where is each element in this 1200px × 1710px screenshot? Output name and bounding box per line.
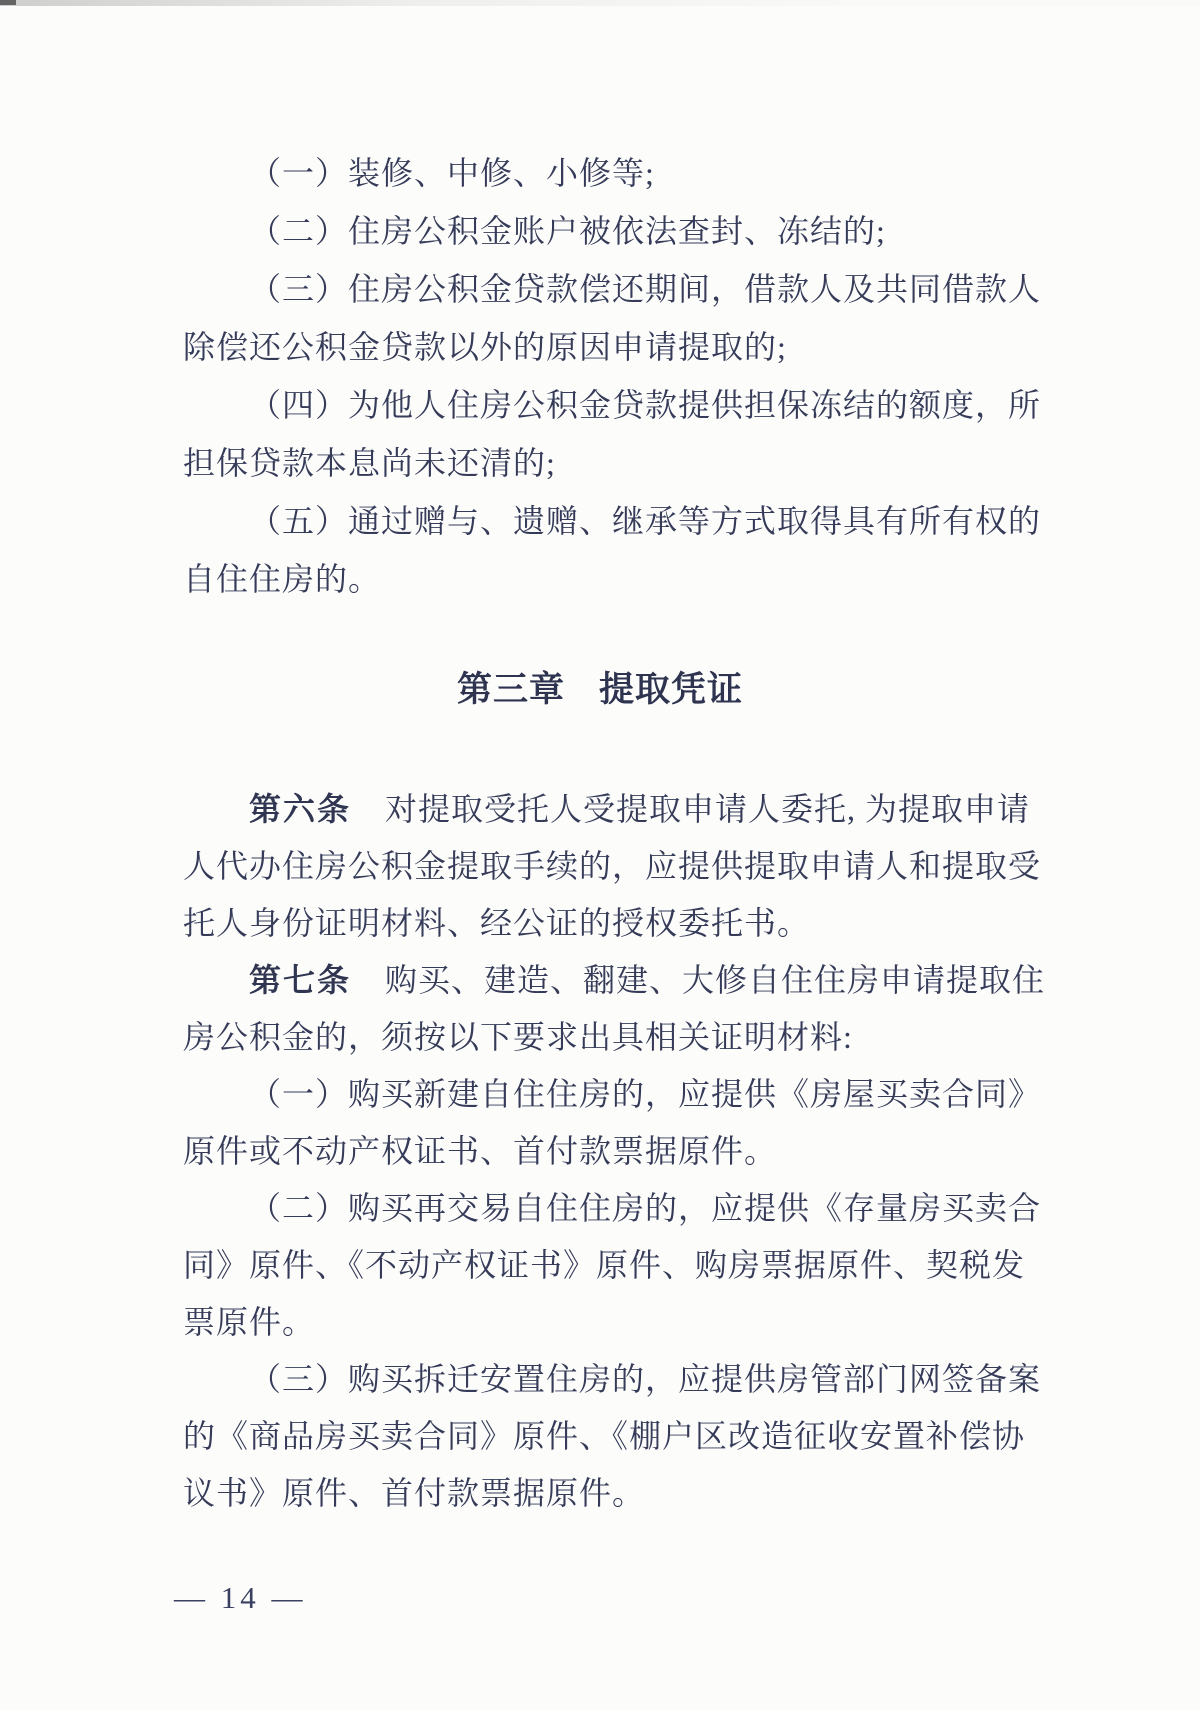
chapter-number: 第三章 — [456, 670, 565, 709]
article-line: 的《商品房买卖合同》原件、《棚户区改造征收安置补偿协 — [183, 1418, 1026, 1454]
scan-artifact-corner — [0, 0, 16, 5]
article-line: 同》原件、《不动产权证书》原件、购房票据原件、契税发 — [183, 1247, 1026, 1283]
clause-line: （五）通过赠与、遗赠、继承等方式取得具有所有权的 — [249, 503, 1042, 539]
article-label: 第六条 — [249, 791, 352, 827]
article-line: 议书》原件、首付款票据原件。 — [183, 1475, 646, 1511]
clause-list-block — [183, 144, 1063, 608]
page-number: — 14 — — [174, 1580, 307, 1615]
scan-artifact-top-edge — [0, 0, 1200, 6]
clause-line: 担保贷款本息尚未还清的; — [183, 445, 556, 481]
clause-line: 除偿还公积金贷款以外的原因申请提取的; — [183, 329, 787, 365]
articles-block — [183, 781, 1063, 1522]
article-label: 第七条 — [249, 962, 352, 998]
article-line: （三）购买拆迁安置住房的，应提供房管部门网签备案 — [249, 1361, 1042, 1397]
article-line: 票原件。 — [183, 1304, 316, 1340]
article-line: （二）购买再交易自住住房的，应提供《存量房买卖合 — [249, 1190, 1042, 1226]
clause-line: （一）装修、中修、小修等; — [249, 155, 655, 191]
clause-line: （四）为他人住房公积金贷款提供担保冻结的额度，所 — [249, 387, 1042, 423]
article-line: 托人身份证明材料、经公证的授权委托书。 — [183, 905, 811, 941]
clause-line: （三）住房公积金贷款偿还期间，借款人及共同借款人 — [249, 271, 1042, 307]
article-line — [183, 781, 1063, 838]
chapter-heading — [0, 662, 1200, 712]
article-line: 人代办住房公积金提取手续的，应提供提取申请人和提取受 — [183, 848, 1042, 884]
article-line: 房公积金的，须按以下要求出具相关证明材料: — [183, 1019, 853, 1055]
article-line: 原件或不动产权证书、首付款票据原件。 — [183, 1133, 778, 1169]
article-line: （一）购买新建自住住房的，应提供《房屋买卖合同》 — [249, 1076, 1042, 1112]
article-text: 购买、建造、翻建、大修自住住房申请提取住 — [385, 962, 1046, 998]
clause-line: 自住住房的。 — [183, 561, 382, 597]
clause-line: （二）住房公积金账户被依法查封、冻结的; — [249, 213, 886, 249]
article-text: 对提取受托人受提取申请人委托, 为提取申请 — [385, 791, 1031, 827]
article-line — [183, 952, 1063, 1009]
chapter-title: 提取凭证 — [599, 670, 744, 709]
